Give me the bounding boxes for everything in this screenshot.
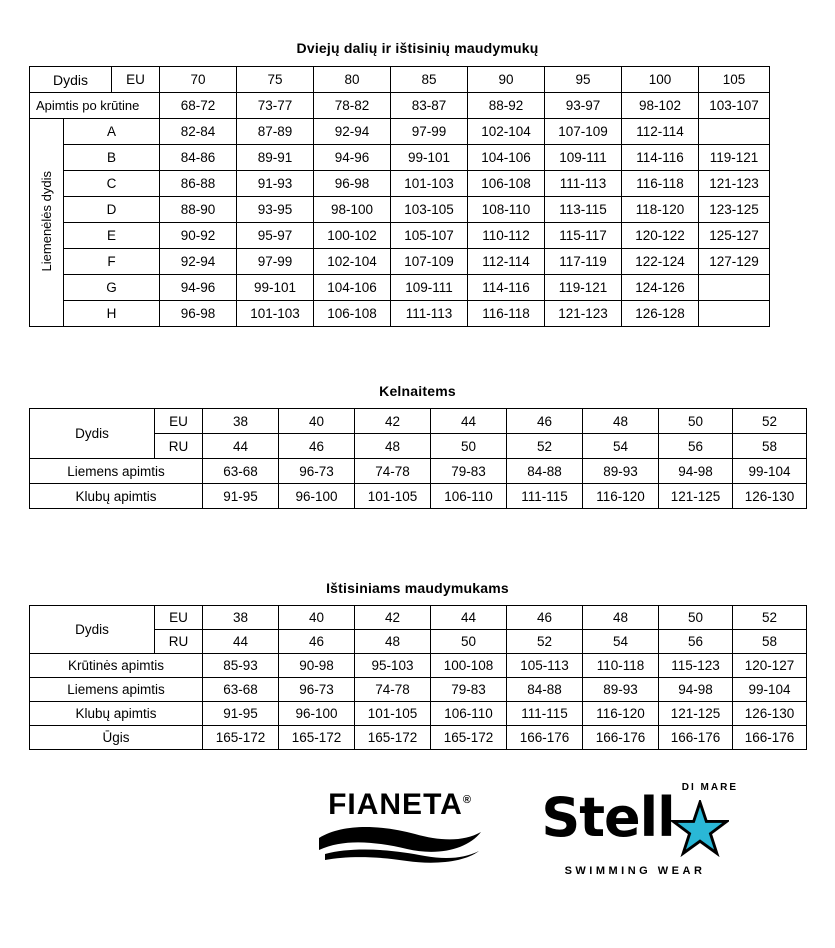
row-label-bust: Krūtinės apimtis: [30, 654, 203, 678]
cell: 48: [583, 409, 659, 434]
cell: 99-104: [733, 678, 807, 702]
cell: 88-92: [468, 93, 545, 119]
stella-tagline-top: DI MARE: [681, 782, 738, 793]
cell: 96-98: [160, 301, 237, 327]
row-label-waist: Liemens apimtis: [30, 459, 203, 484]
table-row: [30, 409, 807, 434]
cell: 91-95: [203, 702, 279, 726]
cell: 121-125: [659, 702, 733, 726]
table-row: [30, 301, 770, 327]
cell-empty: [699, 119, 770, 145]
cell: 105-113: [507, 654, 583, 678]
cell: 86-88: [160, 171, 237, 197]
table2-title: Kelnaitems: [379, 383, 456, 399]
cell: 46: [279, 434, 355, 459]
cell: 52: [733, 606, 807, 630]
cup-label: H: [64, 301, 160, 327]
cell: 120-122: [622, 223, 699, 249]
cell: 96-98: [314, 171, 391, 197]
header-dydis: Dydis: [30, 606, 155, 654]
header-size-100: 100: [622, 67, 699, 93]
header-size-90: 90: [468, 67, 545, 93]
fianeta-swoosh-icon: [310, 824, 490, 869]
table-row: [30, 119, 770, 145]
row-label-hips: Klubų apimtis: [30, 484, 203, 509]
header-size-80: 80: [314, 67, 391, 93]
cell: 44: [203, 630, 279, 654]
cell: 166-176: [733, 726, 807, 750]
table1-container: [29, 66, 770, 327]
cell: 94-96: [160, 275, 237, 301]
cell: 109-111: [545, 145, 622, 171]
header-size-85: 85: [391, 67, 468, 93]
cell: 78-82: [314, 93, 391, 119]
cell: 108-110: [468, 197, 545, 223]
cell: 94-98: [659, 459, 733, 484]
cell: 106-108: [468, 171, 545, 197]
cell: 74-78: [355, 459, 431, 484]
cell: 91-95: [203, 484, 279, 509]
table-row: [30, 197, 770, 223]
header-eu: EU: [112, 67, 160, 93]
cell: 166-176: [583, 726, 659, 750]
cell: 98-102: [622, 93, 699, 119]
cell: 165-172: [203, 726, 279, 750]
stella-di-mare-logo: [510, 782, 760, 877]
table3-title: Ištisiniams maudymukams: [326, 580, 509, 596]
cell: 127-129: [699, 249, 770, 275]
cell: 114-116: [468, 275, 545, 301]
cell: 95-103: [355, 654, 431, 678]
table1-title: Dviejų dalių ir ištisinių maudymukų: [296, 40, 539, 56]
cell: 101-105: [355, 484, 431, 509]
cup-label: F: [64, 249, 160, 275]
cell: 116-118: [468, 301, 545, 327]
cell: 94-98: [659, 678, 733, 702]
cell: 111-115: [507, 702, 583, 726]
cell: 115-117: [545, 223, 622, 249]
cell-empty: [699, 275, 770, 301]
cell: 106-110: [431, 702, 507, 726]
row-label-hips: Klubų apimtis: [30, 702, 203, 726]
cell: 115-123: [659, 654, 733, 678]
cell: 90-98: [279, 654, 355, 678]
header-dydis: Dydis: [30, 67, 112, 93]
cell: 38: [203, 409, 279, 434]
cell: 166-176: [659, 726, 733, 750]
cell: 95-97: [237, 223, 314, 249]
cell: 89-91: [237, 145, 314, 171]
row-label-waist: Liemens apimtis: [30, 678, 203, 702]
table-row: [30, 726, 807, 750]
cell: 123-125: [699, 197, 770, 223]
cell: 50: [659, 409, 733, 434]
cell: 122-124: [622, 249, 699, 275]
cell: 42: [355, 606, 431, 630]
cell: 96-73: [279, 678, 355, 702]
header-size-75: 75: [237, 67, 314, 93]
cell: 88-90: [160, 197, 237, 223]
cell: 56: [659, 434, 733, 459]
cell: 110-112: [468, 223, 545, 249]
cell: 44: [431, 409, 507, 434]
cell: 166-176: [507, 726, 583, 750]
cell: 165-172: [431, 726, 507, 750]
cell: 54: [583, 630, 659, 654]
logo-row: [0, 780, 835, 920]
cell: 102-104: [468, 119, 545, 145]
cell: 125-127: [699, 223, 770, 249]
cell: 38: [203, 606, 279, 630]
cell: 50: [431, 434, 507, 459]
cell: 97-99: [237, 249, 314, 275]
row-label-height: Ūgis: [30, 726, 203, 750]
cell: 93-95: [237, 197, 314, 223]
row-label-underbust: Apimtis po krūtine: [30, 93, 160, 119]
cell: 85-93: [203, 654, 279, 678]
cell: 101-103: [391, 171, 468, 197]
stella-tagline-bottom: SWIMMING WEAR: [564, 865, 706, 878]
cell: 46: [507, 606, 583, 630]
cell: 111-115: [507, 484, 583, 509]
cell: 82-84: [160, 119, 237, 145]
side-label-bra-size: Liemenėlės dydis: [30, 119, 64, 327]
cell: 52: [733, 409, 807, 434]
cell: 52: [507, 630, 583, 654]
header-size-105: 105: [699, 67, 770, 93]
cell: 91-93: [237, 171, 314, 197]
cell: 96-100: [279, 484, 355, 509]
cell: 89-93: [583, 459, 659, 484]
table-row: [30, 93, 770, 119]
cell: 48: [355, 630, 431, 654]
table-row: [30, 67, 770, 93]
cell: 79-83: [431, 678, 507, 702]
cell: 112-114: [468, 249, 545, 275]
cell: 99-101: [237, 275, 314, 301]
table-row: [30, 249, 770, 275]
cell: 46: [507, 409, 583, 434]
cell: 104-106: [314, 275, 391, 301]
cell: 126-130: [733, 484, 807, 509]
cup-label: B: [64, 145, 160, 171]
cell: 50: [659, 606, 733, 630]
cell: 84-86: [160, 145, 237, 171]
bottoms-size-table: [29, 408, 807, 509]
cell: 126-128: [622, 301, 699, 327]
cell: 107-109: [391, 249, 468, 275]
cell: 116-120: [583, 702, 659, 726]
cell: 120-127: [733, 654, 807, 678]
cell: 68-72: [160, 93, 237, 119]
cell: 121-125: [659, 484, 733, 509]
cell: 63-68: [203, 678, 279, 702]
cell: 50: [431, 630, 507, 654]
table3-container: [29, 605, 807, 750]
cell: 63-68: [203, 459, 279, 484]
fianeta-logo: [310, 790, 490, 869]
cell-empty: [699, 301, 770, 327]
header-eu: EU: [155, 409, 203, 434]
cell: 48: [355, 434, 431, 459]
cell: 103-107: [699, 93, 770, 119]
cell: 87-89: [237, 119, 314, 145]
cell: 165-172: [355, 726, 431, 750]
cup-label: E: [64, 223, 160, 249]
cell: 106-110: [431, 484, 507, 509]
table2-container: [29, 408, 807, 509]
registered-trademark-icon: ®: [462, 794, 472, 806]
two-piece-size-table: [29, 66, 770, 327]
cell: 52: [507, 434, 583, 459]
cell: 124-126: [622, 275, 699, 301]
cell: 110-118: [583, 654, 659, 678]
cell: 93-97: [545, 93, 622, 119]
onepiece-size-table: [29, 605, 807, 750]
cell: 101-105: [355, 702, 431, 726]
cell: 112-114: [622, 119, 699, 145]
cell: 44: [203, 434, 279, 459]
cell: 126-130: [733, 702, 807, 726]
header-eu: EU: [155, 606, 203, 630]
cell: 117-119: [545, 249, 622, 275]
header-ru: RU: [155, 630, 203, 654]
header-size-70: 70: [160, 67, 237, 93]
table-row: [30, 702, 807, 726]
cup-label: C: [64, 171, 160, 197]
cell: 101-103: [237, 301, 314, 327]
cell: 96-100: [279, 702, 355, 726]
cup-label: G: [64, 275, 160, 301]
cell: 114-116: [622, 145, 699, 171]
cell: 58: [733, 630, 807, 654]
cell: 42: [355, 409, 431, 434]
star-icon: [671, 800, 729, 863]
cell: 111-113: [391, 301, 468, 327]
cell: 102-104: [314, 249, 391, 275]
cell: 119-121: [545, 275, 622, 301]
table-row: [30, 275, 770, 301]
table-row: [30, 484, 807, 509]
header-dydis: Dydis: [30, 409, 155, 459]
cell: 92-94: [160, 249, 237, 275]
cell: 92-94: [314, 119, 391, 145]
cup-label: D: [64, 197, 160, 223]
stella-text: Stell: [541, 786, 675, 849]
table-row: [30, 606, 807, 630]
cell: 84-88: [507, 459, 583, 484]
table-row: [30, 654, 807, 678]
cell: 40: [279, 606, 355, 630]
cell: 94-96: [314, 145, 391, 171]
cell: 40: [279, 409, 355, 434]
cell: 56: [659, 630, 733, 654]
table-row: [30, 459, 807, 484]
cell: 105-107: [391, 223, 468, 249]
cell: 79-83: [431, 459, 507, 484]
header-ru: RU: [155, 434, 203, 459]
cell: 97-99: [391, 119, 468, 145]
cell: 165-172: [279, 726, 355, 750]
cell: 98-100: [314, 197, 391, 223]
cell: 44: [431, 606, 507, 630]
table-row: [30, 171, 770, 197]
cell: 104-106: [468, 145, 545, 171]
cell: 106-108: [314, 301, 391, 327]
cell: 100-102: [314, 223, 391, 249]
cell: 48: [583, 606, 659, 630]
cell: 96-73: [279, 459, 355, 484]
cell: 107-109: [545, 119, 622, 145]
cell: 73-77: [237, 93, 314, 119]
cell: 116-120: [583, 484, 659, 509]
table-row: [30, 223, 770, 249]
fianeta-wordmark: [328, 790, 472, 820]
cell: 100-108: [431, 654, 507, 678]
cell: 46: [279, 630, 355, 654]
fianeta-text: FIANETA: [328, 788, 463, 821]
cell: 84-88: [507, 678, 583, 702]
cell: 90-92: [160, 223, 237, 249]
cell: 121-123: [699, 171, 770, 197]
cell: 119-121: [699, 145, 770, 171]
cell: 103-105: [391, 197, 468, 223]
table-row: [30, 145, 770, 171]
cup-label: A: [64, 119, 160, 145]
cell: 99-101: [391, 145, 468, 171]
cell: 121-123: [545, 301, 622, 327]
cell: 113-115: [545, 197, 622, 223]
table-row: [30, 678, 807, 702]
cell: 54: [583, 434, 659, 459]
cell: 74-78: [355, 678, 431, 702]
cell: 89-93: [583, 678, 659, 702]
header-size-95: 95: [545, 67, 622, 93]
cell: 58: [733, 434, 807, 459]
cell: 111-113: [545, 171, 622, 197]
cell: 116-118: [622, 171, 699, 197]
cell: 109-111: [391, 275, 468, 301]
cell: 83-87: [391, 93, 468, 119]
cell: 118-120: [622, 197, 699, 223]
cell: 99-104: [733, 459, 807, 484]
